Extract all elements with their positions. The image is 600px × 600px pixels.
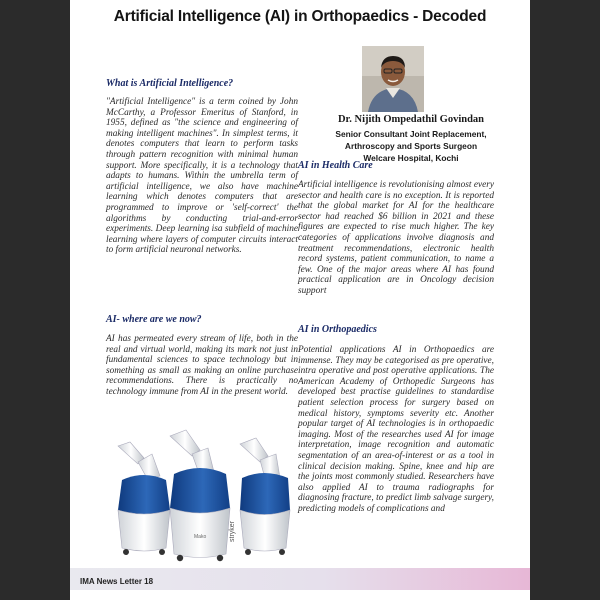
author-role-1: Senior Consultant Joint Replacement, [335, 129, 487, 139]
author-portrait-icon [362, 46, 424, 112]
author-block [296, 114, 526, 164]
body-orthopaedics: Potential applications AI in Orthopaedics are immense. They may be categorised as pre operative, intra operative and post operative applications. The American Academy of Orthopedic Surgeons has developed best practise guidelines to standardise patient selection process for surgery based on medical history, symptoms severity etc. Another popular target of AI technologies is in orthopaedic imaging. Most of the researches used AI for image interpretation, image recognition and automatic segmentation of an area-of-interest or as a tool in clinical decision making. Spine, knee and hip are the joints most commonly studied. Researchers have also applied AI to trauma radiographs for diagnosing fracture, to predict limb salvage surgery, predicting models of complications and [298, 345, 494, 514]
body-where-now: AI has permeated every stream of life, both in the real and virtual world, making its mark not just in fundamental sciences to space technology but in something as small as making an online purchase recommendations. There is practically no technology immune from AI in the present world. [106, 334, 298, 397]
surgical-robot-icon [100, 424, 296, 568]
author-role-2: Arthroscopy and Sports Surgeon [344, 141, 478, 151]
heading-health-care: AI in Health Care [298, 160, 373, 171]
article-title: Artificial Intelligence (AI) in Orthopaedics - Decoded [113, 8, 487, 25]
body-health-care: Artificial intelligence is revolutionising almost every sector and health care is no exception. It is reported that the global market for AI for the healthcare sector had reached $6 billion in 2021 and these figures are expected to rise much higher. The key categories of applications involve diagnosis and treatment recommendations, electronic health record systems, patient communication, to name a few. One of the major areas where AI has found practical application are in Oncology decision support [298, 180, 494, 296]
author-photo [362, 46, 424, 112]
surgical-robot-image [100, 424, 296, 568]
footer-label: IMA News Letter 18 [80, 577, 154, 586]
heading-where-now: AI- where are we now? [106, 314, 202, 325]
author-name: Dr. Nijith Ompedathil Govindan [337, 114, 485, 125]
body-what-is-ai: "Artificial Intelligence" is a term coined by John McCarthy, a Professor Emeritus of Stanford, in 1955, defined as "the science and engineering of making intelligent machines". In simplest terms, it denotes computers that learn to perform tasks through pattern recognition with minimal human support. More specifically, it is a technology that adapts to humans. Within the umbrella term of artificial intelligence, we also have machine learning which denotes computers that are programmed to improve or 'self-correct' the algorithms by conducting trial-and-error experiments. Deep learning isa subfield of machine learning where layers of computer circuits interact to form artificial neuronal networks. [106, 97, 298, 256]
heading-what-is-ai: What is Artificial Intelligence? [106, 78, 234, 89]
newsletter-page [70, 0, 530, 600]
robot-brand-label: stryker [229, 521, 236, 542]
author-hospital: Welcare Hospital, Kochi [363, 153, 459, 163]
heading-orthopaedics: AI in Orthopaedics [298, 324, 377, 335]
robot-model-label: Mako [194, 534, 207, 540]
